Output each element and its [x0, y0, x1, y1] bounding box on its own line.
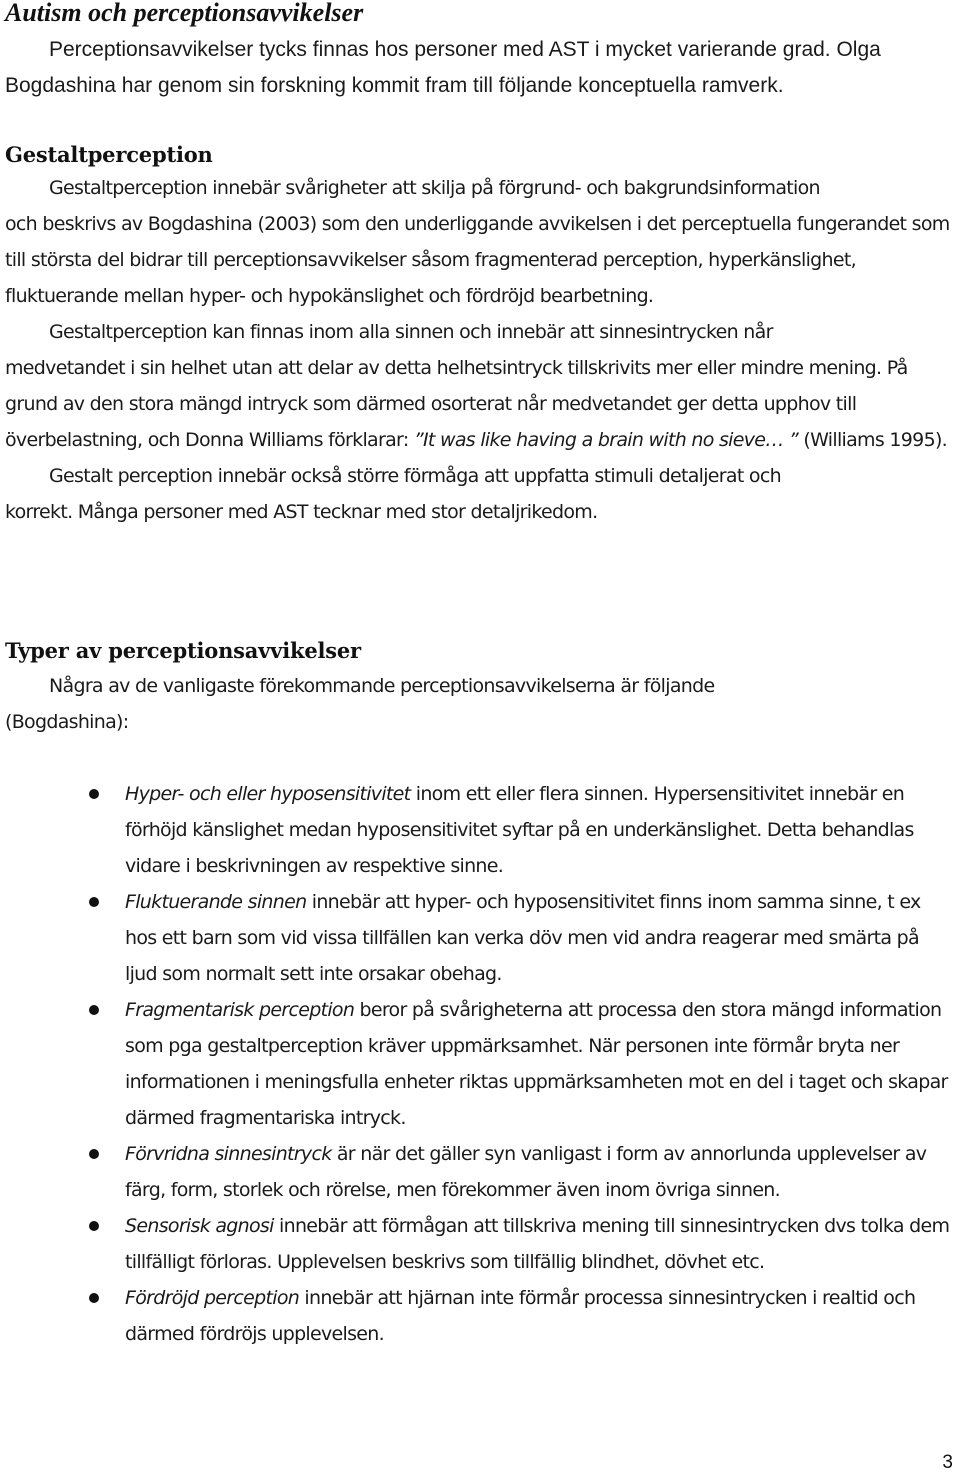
- list-item-text: innebär att hjärnan inte förmår processa sinnesintrycken i realtid och därmed fördröjs upplevelsen.: [125, 1287, 916, 1345]
- list-item: [0, 884, 960, 992]
- typer-intro-paragraph: [5, 668, 957, 740]
- bullet-icon: [89, 1293, 99, 1303]
- williams-quote: ”It was like having a brain with no sieve… ”: [413, 429, 799, 451]
- list-item: [0, 992, 960, 1136]
- typer-intro-rest: (Bogdashina):: [5, 711, 129, 733]
- intro-paragraph: [5, 32, 955, 104]
- bullet-icon: [89, 1149, 99, 1159]
- bullet-icon: [89, 1221, 99, 1231]
- paragraph-3-rest: korrekt. Många personer med AST tecknar med stor detaljrikedom.: [5, 501, 598, 523]
- bullet-icon: [89, 897, 99, 907]
- typer-intro-first-line: Några av de vanligaste förekommande perceptionsavvikelserna är följande: [49, 675, 715, 697]
- section-typer-intro: [5, 668, 957, 740]
- section-heading-typer: Typer av perceptionsavvikelser: [5, 638, 361, 663]
- list-item-term: Fluktuerande sinnen: [125, 891, 307, 913]
- williams-citation: (Williams 1995).: [803, 429, 948, 451]
- bullet-icon: [89, 789, 99, 799]
- list-item-term: Sensorisk agnosi: [125, 1215, 274, 1237]
- section-heading-gestaltperception: Gestaltperception: [5, 142, 213, 167]
- list-item: [0, 1280, 960, 1352]
- paragraph-2-first-line: Gestaltperception kan finnas inom alla sinnen och innebär att sinnesintrycken når: [49, 321, 773, 343]
- list-item-text: innebär att hyper- och hyposensitivitet finns inom samma sinne, t ex hos ett barn som vid vissa tillfällen kan verka döv men vid andra reagerar med smärta på ljud som normalt sett inte orsakar obehag.: [125, 891, 921, 985]
- intro-line-2: Bogdashina har genom sin forskning kommit fram till följande konceptuella ramverk.: [5, 74, 784, 97]
- list-item: [0, 776, 960, 884]
- list-item-text: beror på svårigheterna att processa den stora mängd information som pga gestaltperception kräver uppmärksamhet. När personen inte förmår bryta ner informationen i meningsfulla enheter riktas uppmärksamheten mot en del i taget och skapar därmed fragmentariska intryck.: [125, 999, 948, 1129]
- list-item: [0, 1208, 960, 1280]
- list-item: [0, 1136, 960, 1208]
- paragraph-1: [5, 170, 957, 314]
- list-item-text: inom ett eller flera sinnen. Hypersensitivitet innebär en förhöjd känslighet medan hyposensitivitet syftar på en underkänslighet. Detta behandlas vidare i beskrivningen av respektive sinne.: [125, 783, 914, 877]
- list-item-text: är när det gäller syn vanligast i form av annorlunda upplevelser av färg, form, storlek och rörelse, men förekommer även inom övriga sinnen.: [125, 1143, 927, 1201]
- intro-line-1: Perceptionsavvikelser tycks finnas hos personer med AST i mycket varierande grad. Olga: [49, 38, 881, 61]
- paragraph-1-first-line: Gestaltperception innebär svårigheter att skilja på förgrund- och bakgrundsinformation: [49, 177, 820, 199]
- bullet-icon: [89, 1005, 99, 1015]
- list-item-term: Hyper- och eller hyposensitivitet: [125, 783, 411, 805]
- paragraph-3: [5, 458, 957, 530]
- paragraph-3-first-line: Gestalt perception innebär också större förmåga att uppfatta stimuli detaljerat och: [49, 465, 781, 487]
- paragraph-2-rest: medvetandet i sin helhet utan att delar av detta helhetsintryck tillskrivits mer eller mindre mening. På grund av den stora mängd intryck som därmed osorterat når medvetandet ger detta upphov till överbelastning, och Donna Williams förklarar:: [5, 357, 908, 451]
- document-title: Autism och perceptionsavvikelser: [5, 0, 364, 27]
- paragraph-2: [5, 314, 957, 458]
- perception-types-list: [0, 776, 960, 1352]
- list-item-text: innebär att förmågan att tillskriva mening till sinnesintrycken dvs tolka dem tillfälligt förloras. Upplevelsen beskrivs som tillfällig blindhet, dövhet etc.: [125, 1215, 950, 1273]
- list-item-term: Fragmentarisk perception: [125, 999, 355, 1021]
- page-number: 3: [942, 1452, 953, 1473]
- section-gestaltperception: [5, 170, 957, 530]
- paragraph-1-rest: och beskrivs av Bogdashina (2003) som den underliggande avvikelsen i det perceptuella fungerandet som till största del bidrar till perceptionsavvikelser såsom fragmenterad perception, hyperkänslighet, fluktuerande mellan hyper- och hypokänslighet och fördröjd bearbetning.: [5, 213, 950, 307]
- list-item-term: Förvridna sinnesintryck: [125, 1143, 332, 1165]
- list-item-term: Fördröjd perception: [125, 1287, 300, 1309]
